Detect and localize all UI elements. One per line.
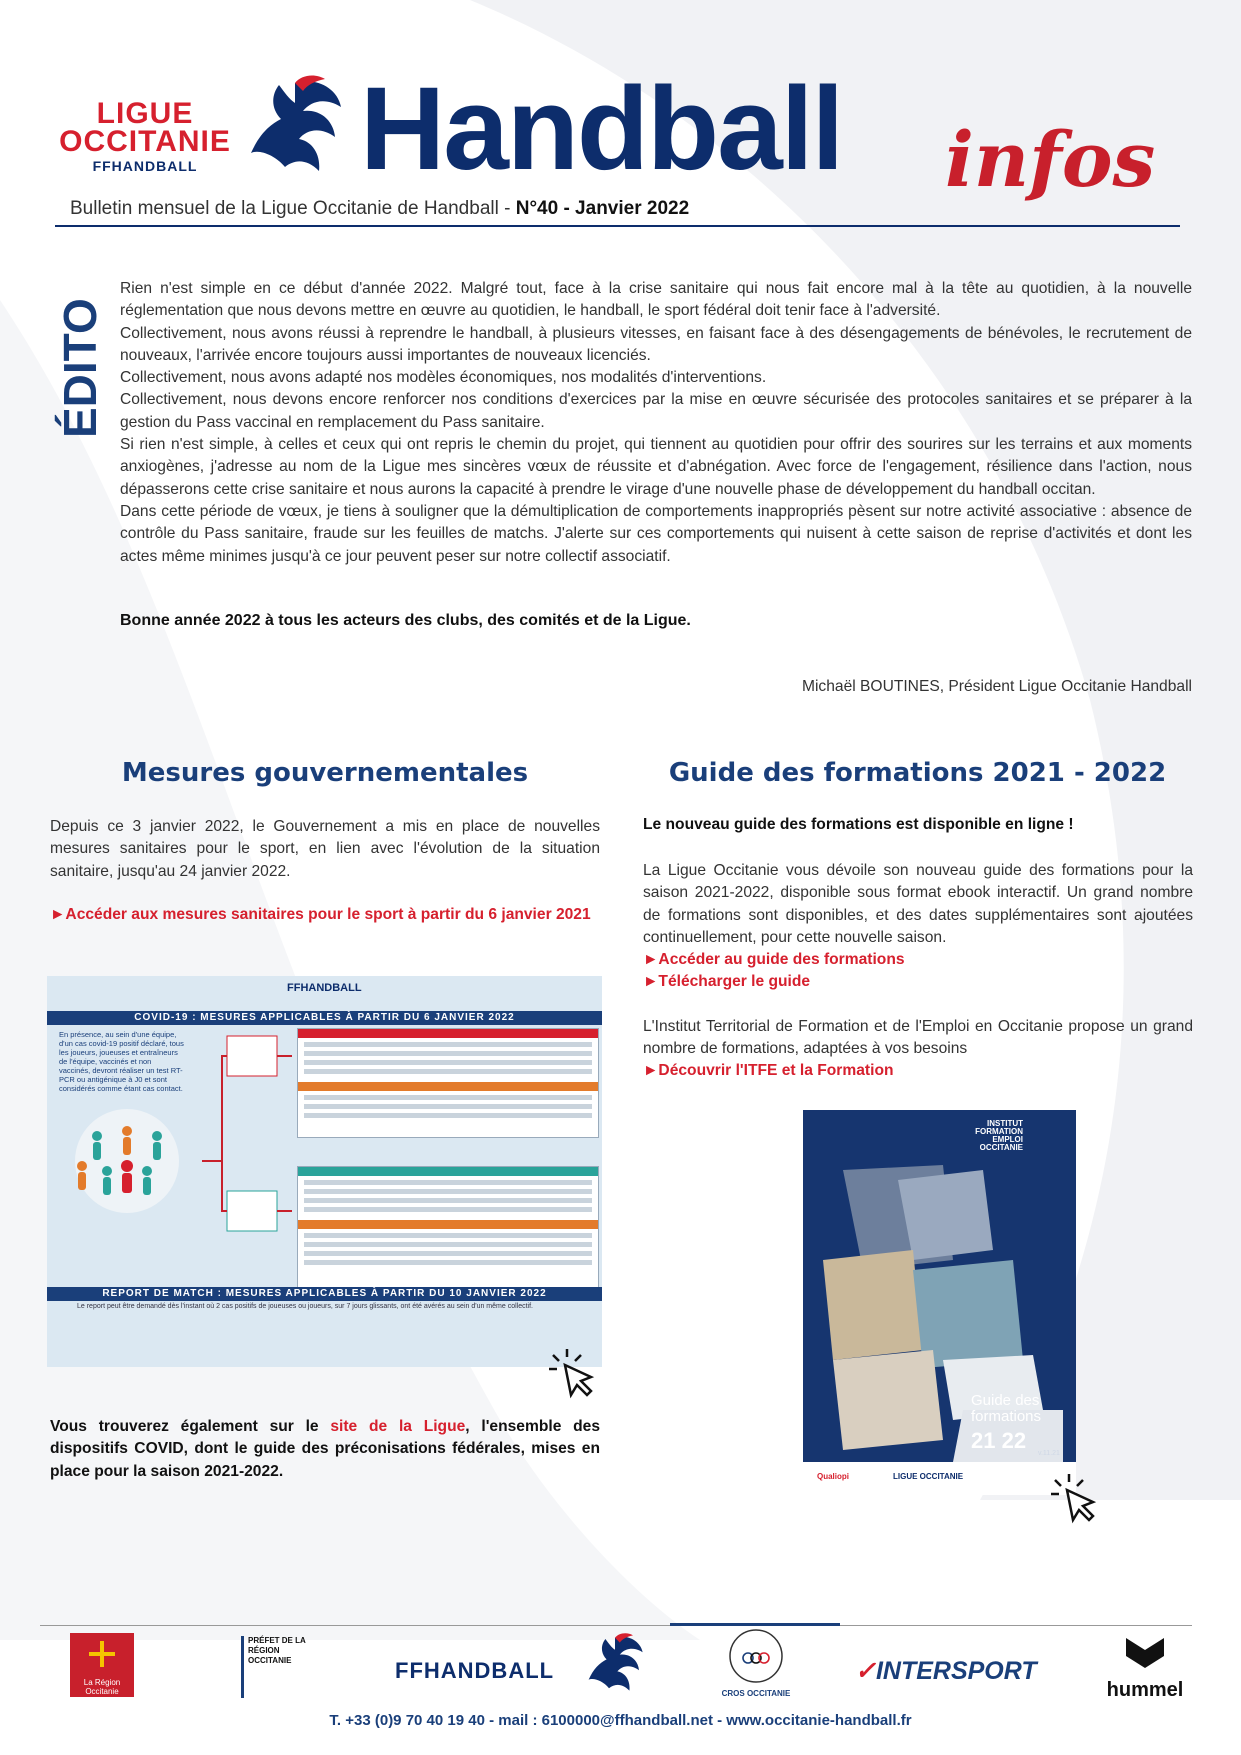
- edito-signature: Michaël BOUTINES, Président Ligue Occitanie Handball: [801, 678, 1192, 695]
- bulletin-subtitle: [70, 198, 689, 220]
- edito-paragraph: Dans cette période de vœux, je tiens à souligner que la démultiplication de comportements inappropriés pèsent sur notre activité associative : absence de contrôle du Pass sanitaire, fraude sur les feuilles de matchs. J'alerte sur ces comportements qui nuisent à cette saison de reprise d'activités et dont les actes même minimes jusqu'à ce jour peuvent peser sur notre collectif associatif.: [120, 502, 1192, 565]
- guide-cover-image[interactable]: [803, 1110, 1076, 1495]
- cover-logo-strip: [803, 1462, 1076, 1495]
- footer-rule: [40, 1625, 1192, 1626]
- site-ligue-link[interactable]: site de la Ligue: [330, 1418, 466, 1435]
- contact-line: T. +33 (0)9 70 40 19 40 - mail : 6100000@ffhandball.net - www.occitanie-handball.fr: [329, 1712, 912, 1729]
- olympic-rings-icon: [728, 1628, 784, 1684]
- prefet-label: PRÉFET DE LA RÉGION OCCITANIE: [248, 1636, 306, 1665]
- cros-label: CROS OCCITANIE: [721, 1689, 791, 1698]
- poster-intro: En présence, au sein d'une équipe, d'un cas covid-19 positif déclaré, tous les joueurs, joueuses et entraîneurs de l'équipe, vaccinés et non vaccinés, devront réaliser un test RT-PCR ou antigénique à J0 et sont considérés comme étant cas contact.: [59, 1030, 184, 1093]
- ligue-small-logo: LIGUE OCCITANIE: [893, 1472, 964, 1481]
- intersport-logo: [855, 1656, 1037, 1686]
- poster-brand: FFHANDBALL: [287, 982, 362, 994]
- edito-paragraph: Collectivement, nous avons réussi à reprendre le handball, à plusieurs vitesses, en faisant face à des désengagements de bénévoles, le recrutement de nouveaux, l'arrivée encore toujours aussi importantes de nouveaux licenciés.: [120, 324, 1192, 364]
- edito-paragraph: Rien n'est simple en ce début d'année 2022. Malgré tout, face à la crise sanitaire qui nous fait encore mal à la tête au quotidien, à la nouvelle réglementation que nous devons mettre en œuvre au quotidien, le handball, le sport fédéral doit tenir face à l'adversité.: [120, 280, 1192, 320]
- click-cursor-icon: [1047, 1470, 1103, 1526]
- edito-paragraph: Collectivement, nous devons encore renforcer nos conditions d'exercices par la mise en œuvre sécurisée des protocoles sanitaires et se préparer à la gestion du Pass vaccinal en remplacement du Pass sanitaire.: [120, 391, 1192, 431]
- edito-label: [42, 270, 122, 440]
- masthead-script-infos: infos: [945, 115, 1156, 204]
- guide-download-link[interactable]: ►Télécharger le guide: [643, 973, 811, 990]
- cover-years: 21 22: [971, 1428, 1027, 1453]
- mesures-footnote: [50, 1416, 600, 1483]
- itfe-link[interactable]: ►Découvrir l'ITFE et la Formation: [643, 1062, 894, 1079]
- footnote-before: Vous trouverez également sur le: [50, 1418, 331, 1435]
- footnote-after: , l'ensemble des dispositifs COVID, dont le guide des préconisations fédérales, mises en place pour la saison 2021-2022.: [50, 1418, 600, 1480]
- guide-section-title: Guide des formations 2021 - 2022: [668, 758, 1167, 788]
- edito-paragraph: Si rien n'est simple, à celles et ceux qui ont repris le chemin du projet, qui tiennent au quotidien pour offrir des sourires sur les terrains et aux moments anxiogènes, j'adresse au nom de la Ligue mes sincères vœux de réussite et d'abnégation. Avec force de l'engagement, résilience dans l'action, nous dépasserons cette crise sanitaire et nous aurons la capacité à prendre le virage d'une nouvelle phase de développement du handball occitan.: [120, 436, 1192, 498]
- cover-title-line1: Guide des: [971, 1392, 1040, 1409]
- logo-line-occitanie: OCCITANIE: [59, 125, 231, 158]
- region-occitanie-logo: [70, 1633, 134, 1697]
- cover-version: v.11.21: [1038, 1450, 1060, 1457]
- edito-greeting: Bonne année 2022 à tous les acteurs des clubs, des comités et de la Ligue.: [120, 612, 691, 629]
- hummel-logo: [1105, 1634, 1185, 1699]
- edito-label-text: ÉDITO: [54, 298, 106, 438]
- cover-title-line2: formations: [971, 1408, 1042, 1425]
- poster-bottom-text: Le report peut être demandé dès l'instant où 2 cas positifs de joueuses ou joueurs, sur 7 jours glissants, ont été avérés au sein d'un même collectif.: [77, 1303, 533, 1310]
- mesures-sanitaires-link[interactable]: ►Accéder aux mesures sanitaires pour le sport à partir du 6 janvier 2021: [50, 906, 591, 923]
- intersport-label: INTERSPORT: [875, 1657, 1037, 1685]
- edito-body: [120, 278, 1192, 568]
- logo-line-ligue: LIGUE: [96, 97, 194, 130]
- edito-paragraph: Collectivement, nous avons adapté nos modèles économiques, nos modalités d'interventions.: [120, 369, 767, 387]
- poster-band-top: COVID-19 : MESURES APPLICABLES À PARTIR DU 6 JANVIER 2022: [47, 1011, 602, 1025]
- mesures-section-title: Mesures gouvernementales: [121, 758, 529, 788]
- occitan-cross-icon: [70, 1633, 134, 1673]
- hummel-bee-icon: [1122, 1634, 1168, 1676]
- qualiopi-logo: Qualiopi: [817, 1472, 849, 1481]
- guide-body: La Ligue Occitanie vous dévoile son nouveau guide des formations pour la saison 2021-2022, disponible sous format ebook interactif. Un grand nombre de formations sont disponibles, et des dates supplémentaires sont ajoutées continuellement, pour cette nouvelle saison.: [643, 862, 1193, 946]
- ligue-occitanie-logo: [55, 97, 235, 174]
- header-rule: [55, 225, 1180, 227]
- rooster-icon: [585, 1633, 645, 1699]
- intersport-swoosh-icon: ✓: [855, 1657, 876, 1685]
- rooster-icon: [245, 75, 345, 185]
- masthead-title: Handball: [360, 63, 843, 195]
- poster-band-bottom: REPORT DE MATCH : MESURES APPLICABLES À PARTIR DU 10 JANVIER 2022: [47, 1287, 602, 1301]
- region-label: La Région Occitanie: [83, 1678, 121, 1696]
- poster-box-vaccinated: [297, 1028, 599, 1138]
- guide-access-link[interactable]: ►Accéder au guide des formations: [643, 951, 905, 968]
- poster-box-contact: [297, 1166, 599, 1288]
- bulletin-prefix: Bulletin mensuel de la Ligue Occitanie de Handball -: [70, 198, 516, 219]
- hummel-label: hummel: [1106, 1679, 1184, 1701]
- cover-title: [971, 1393, 1041, 1425]
- itfe-text: L'Institut Territorial de Formation et de l'Emploi en Occitanie propose un grand nombre de formations, adaptées à vos besoins: [643, 1018, 1193, 1058]
- footer-accent-rule: [670, 1623, 840, 1626]
- cros-occitanie-logo: [720, 1628, 792, 1708]
- prefet-logo: [241, 1636, 323, 1698]
- covid-measures-poster[interactable]: [47, 976, 602, 1367]
- itfe-logo: INSTITUT FORMATION EMPLOI OCCITANIE: [975, 1119, 1023, 1152]
- logo-line-ffhandball: FFHANDBALL: [92, 158, 198, 174]
- ffhandball-footer-logo: FFHANDBALL: [395, 1658, 555, 1683]
- people-group-icon: [67, 1106, 187, 1216]
- bulletin-issue: N°40 - Janvier 2022: [515, 198, 690, 219]
- mesures-body: Depuis ce 3 janvier 2022, le Gouvernement a mis en place de nouvelles mesures sanitaires pour le sport, en lien avec l'évolution de la situation sanitaire, jusqu'au 24 janvier 2022.: [50, 818, 600, 880]
- click-cursor-icon: [545, 1345, 601, 1401]
- poster-flow-arrows: [197, 1031, 297, 1281]
- guide-lead: Le nouveau guide des formations est disponible en ligne !: [643, 816, 1074, 833]
